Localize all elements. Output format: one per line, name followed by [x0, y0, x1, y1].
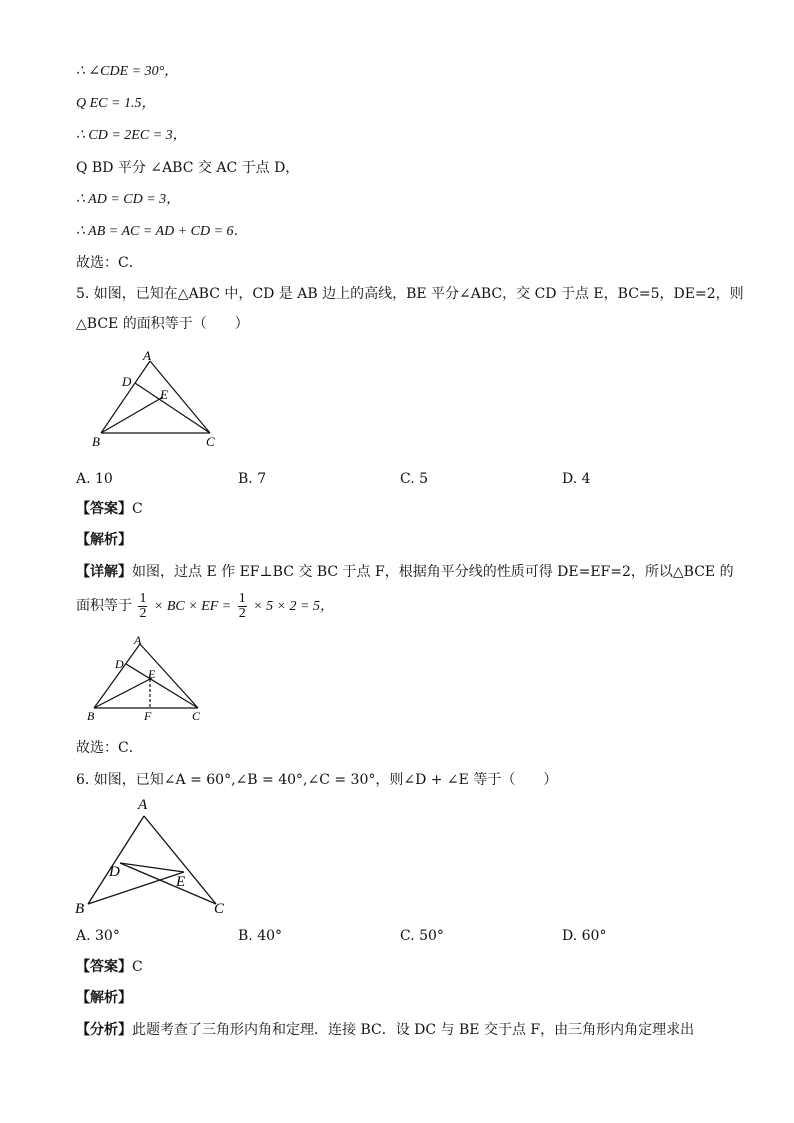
q5d-label-C: C: [192, 709, 201, 723]
detail-tag: 【详解】: [76, 564, 132, 580]
q5d-label-B: B: [87, 709, 95, 723]
q6-analysis-tag: 【解析】: [76, 990, 132, 1006]
answer-value: C: [132, 501, 143, 517]
q5-stem-line-1: 5. 如图，已知在△ABC 中，CD 是 AB 边上的高线，BE 平分∠ABC，交 CD 于点 E，BC=5，DE=2，则: [76, 286, 744, 302]
q5-label-E: E: [160, 387, 168, 402]
detail-area-prefix: 面积等于: [76, 598, 132, 614]
q5-label-D: D: [122, 374, 132, 389]
q6-option-a: A. 30°: [76, 928, 120, 944]
q6-option-d: D. 60°: [562, 928, 607, 944]
conclusion-line: 故选：C．: [76, 255, 143, 271]
answer-tag: 【答案】: [76, 501, 132, 517]
q5d-label-F: F: [144, 709, 152, 723]
analysis-head: 【分析】: [76, 1022, 132, 1038]
detail-area-post: × 5 × 2 = 5，: [253, 599, 334, 614]
answer-value: C: [132, 959, 143, 975]
detail-area-mid: × BC × EF =: [153, 599, 232, 614]
q5-label-C: C: [206, 434, 215, 449]
solution-line-3: ∴ CD = 2EC = 3，: [76, 128, 187, 143]
solution-line-4: Q BD 平分 ∠ABC 交 AC 于点 D，: [76, 160, 300, 176]
q5-figure: [86, 346, 226, 452]
fraction-1: $\frac{1}{2}$: [139, 590, 147, 621]
q5-answer: [76, 499, 143, 519]
q5-detail-line-2: [76, 590, 334, 623]
q6-option-c: C. 50°: [400, 928, 444, 944]
q6-label-C: C: [214, 901, 225, 917]
answer-tag: 【答案】: [76, 959, 132, 975]
q5d-label-A: A: [134, 633, 142, 647]
q5d-label-D: D: [115, 657, 124, 671]
q5-analysis-tag: 【解析】: [76, 532, 132, 548]
q6-answer: [76, 957, 143, 977]
fraction-2: $\frac{1}{2}$: [238, 590, 246, 621]
q5d-label-E: E: [148, 667, 156, 681]
analysis-text: 此题考查了三角形内角和定理．连接 BC．设 DC 与 BE 交于点 F，由三角形内角定理求出: [132, 1022, 695, 1038]
q5-conclusion: 故选：C．: [76, 740, 143, 756]
solution-line-5: ∴ AD = CD = 3，: [76, 192, 181, 207]
q6-stem: 6. 如图，已知∠A = 60°,∠B = 40°,∠C = 30°，则∠D + ∠E 等于（ ）: [76, 772, 558, 788]
q5-detail-line-1: [76, 562, 734, 582]
q6-figure: [72, 796, 242, 918]
q6-label-B: B: [75, 901, 85, 917]
q6-label-D: D: [109, 864, 120, 880]
solution-line-2: Q EC = 1.5，: [76, 96, 156, 111]
q5-label-A: A: [143, 348, 151, 363]
solution-line-1: ∴ ∠CDE = 30°，: [76, 64, 179, 79]
q6-option-b: B. 40°: [238, 928, 283, 944]
q5-stem-line-2: △BCE 的面积等于（ ）: [76, 316, 249, 332]
q5-option-c: C. 5: [400, 471, 429, 487]
q6-analysis-line: [76, 1020, 694, 1040]
q5-option-a: A. 10: [76, 471, 113, 487]
q5-label-B: B: [92, 434, 100, 449]
q5-option-b: B. 7: [238, 471, 267, 487]
detail-text: 如图，过点 E 作 EF⊥BC 交 BC 于点 F，根据角平分线的性质可得 DE=EF=2，所以△BCE 的: [132, 564, 734, 580]
q5-detail-figure: [84, 632, 214, 726]
solution-line-6: ∴ AB = AC = AD + CD = 6．: [76, 224, 248, 239]
q5-option-d: D. 4: [562, 471, 591, 487]
q6-label-A: A: [138, 797, 148, 813]
q6-label-E: E: [176, 874, 186, 890]
